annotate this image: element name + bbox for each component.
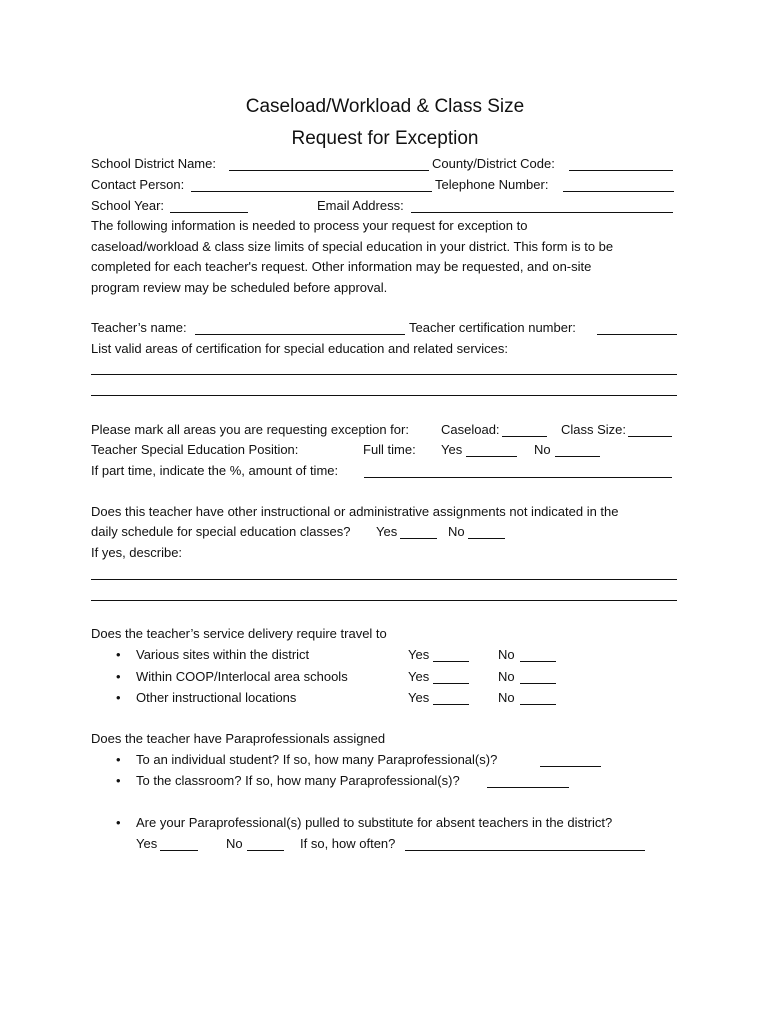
substitute-no-field[interactable] [247,850,284,851]
travel-item-no-field[interactable] [520,683,556,684]
full-time-no-label: No [534,442,551,457]
travel-item-yes-field[interactable] [433,683,469,684]
part-time-field[interactable] [364,477,672,478]
county-district-code-field[interactable] [569,170,673,171]
other-assignments-yes-field[interactable] [400,538,437,539]
bullet-icon: • [116,815,121,830]
caseload-label: Caseload: [441,422,500,437]
form-title-line-1: Caseload/Workload & Class Size [245,96,525,117]
substitute-yes-label: Yes [136,836,158,851]
intro-line: program review may be scheduled before approval. [91,280,388,295]
exception-prompt: Please mark all areas you are requesting exception for: [91,422,409,437]
other-assignments-no-label: No [448,524,465,539]
travel-item-yes-field[interactable] [433,704,469,705]
certification-areas-field-line[interactable] [91,395,677,396]
travel-item-yes-label: Yes [408,690,430,705]
contact-person-label: Contact Person: [91,177,185,192]
intro-line: completed for each teacher's request. Other information may be requested, and on-site [91,259,592,274]
teacher-name-label: Teacher’s name: [91,320,187,335]
contact-person-field[interactable] [191,191,432,192]
school-year-label: School Year: [91,198,165,213]
other-assignments-no-field[interactable] [468,538,505,539]
classroom-count-field[interactable] [487,787,569,788]
school-district-name-field[interactable] [229,170,429,171]
class-size-label: Class Size: [561,422,627,437]
full-time-yes-label: Yes [441,442,463,457]
full-time-label: Full time: [363,442,416,457]
travel-item-no-label: No [498,690,515,705]
bullet-icon: • [116,647,121,662]
travel-item-label: Other instructional locations [136,690,297,705]
bullet-icon: • [116,690,121,705]
substitute-question: Are your Paraprofessional(s) pulled to substitute for absent teachers in the district? [136,815,613,830]
travel-item-yes-field[interactable] [433,661,469,662]
travel-question: Does the teacher’s service delivery require travel to [91,626,387,641]
teacher-certification-number-field[interactable] [597,334,677,335]
individual-student-label: To an individual student? If so, how many Paraprofessional(s)? [136,752,498,767]
certification-areas-field-line[interactable] [91,374,677,375]
paraprofessionals-question: Does the teacher have Paraprofessionals assigned [91,731,386,746]
how-often-field[interactable] [405,850,645,851]
caseload-field[interactable] [502,436,547,437]
travel-item-no-label: No [498,647,515,662]
travel-item-no-field[interactable] [520,704,556,705]
intro-line: The following information is needed to process your request for exception to [91,218,528,233]
describe-field-line[interactable] [91,579,677,580]
county-district-code-label: County/District Code: [432,156,555,171]
teacher-name-field[interactable] [195,334,405,335]
substitute-no-label: No [226,836,243,851]
school-district-name-label: School District Name: [91,156,216,171]
teacher-certification-number-label: Teacher certification number: [409,320,576,335]
form-title-line-2: Request for Exception [291,128,479,149]
certification-areas-label: List valid areas of certification for special education and related services: [91,341,508,356]
bullet-icon: • [116,669,121,684]
travel-item-label: Within COOP/Interlocal area schools [136,669,348,684]
other-assignments-question-cont: daily schedule for special education classes? [91,524,351,539]
full-time-yes-field[interactable] [466,456,517,457]
individual-student-count-field[interactable] [540,766,601,767]
intro-line: caseload/workload & class size limits of special education in your district. This form is to be [91,239,614,254]
how-often-label: If so, how often? [300,836,396,851]
travel-item-no-label: No [498,669,515,684]
other-assignments-yes-label: Yes [376,524,398,539]
travel-item-yes-label: Yes [408,647,430,662]
position-label: Teacher Special Education Position: [91,442,299,457]
part-time-label: If part time, indicate the %, amount of time: [91,463,339,478]
telephone-number-label: Telephone Number: [435,177,549,192]
bullet-icon: • [116,752,121,767]
other-assignments-question: Does this teacher have other instructional or administrative assignments not indicated in the [91,504,619,519]
travel-item-yes-label: Yes [408,669,430,684]
describe-field-line[interactable] [91,600,677,601]
class-size-field[interactable] [628,436,672,437]
telephone-number-field[interactable] [563,191,674,192]
email-address-label: Email Address: [317,198,404,213]
bullet-icon: • [116,773,121,788]
travel-item-label: Various sites within the district [136,647,310,662]
classroom-label: To the classroom? If so, how many Paraprofessional(s)? [136,773,460,788]
full-time-no-field[interactable] [555,456,600,457]
email-address-field[interactable] [411,212,673,213]
school-year-field[interactable] [170,212,248,213]
substitute-yes-field[interactable] [160,850,198,851]
travel-item-no-field[interactable] [520,661,556,662]
describe-label: If yes, describe: [91,545,183,560]
